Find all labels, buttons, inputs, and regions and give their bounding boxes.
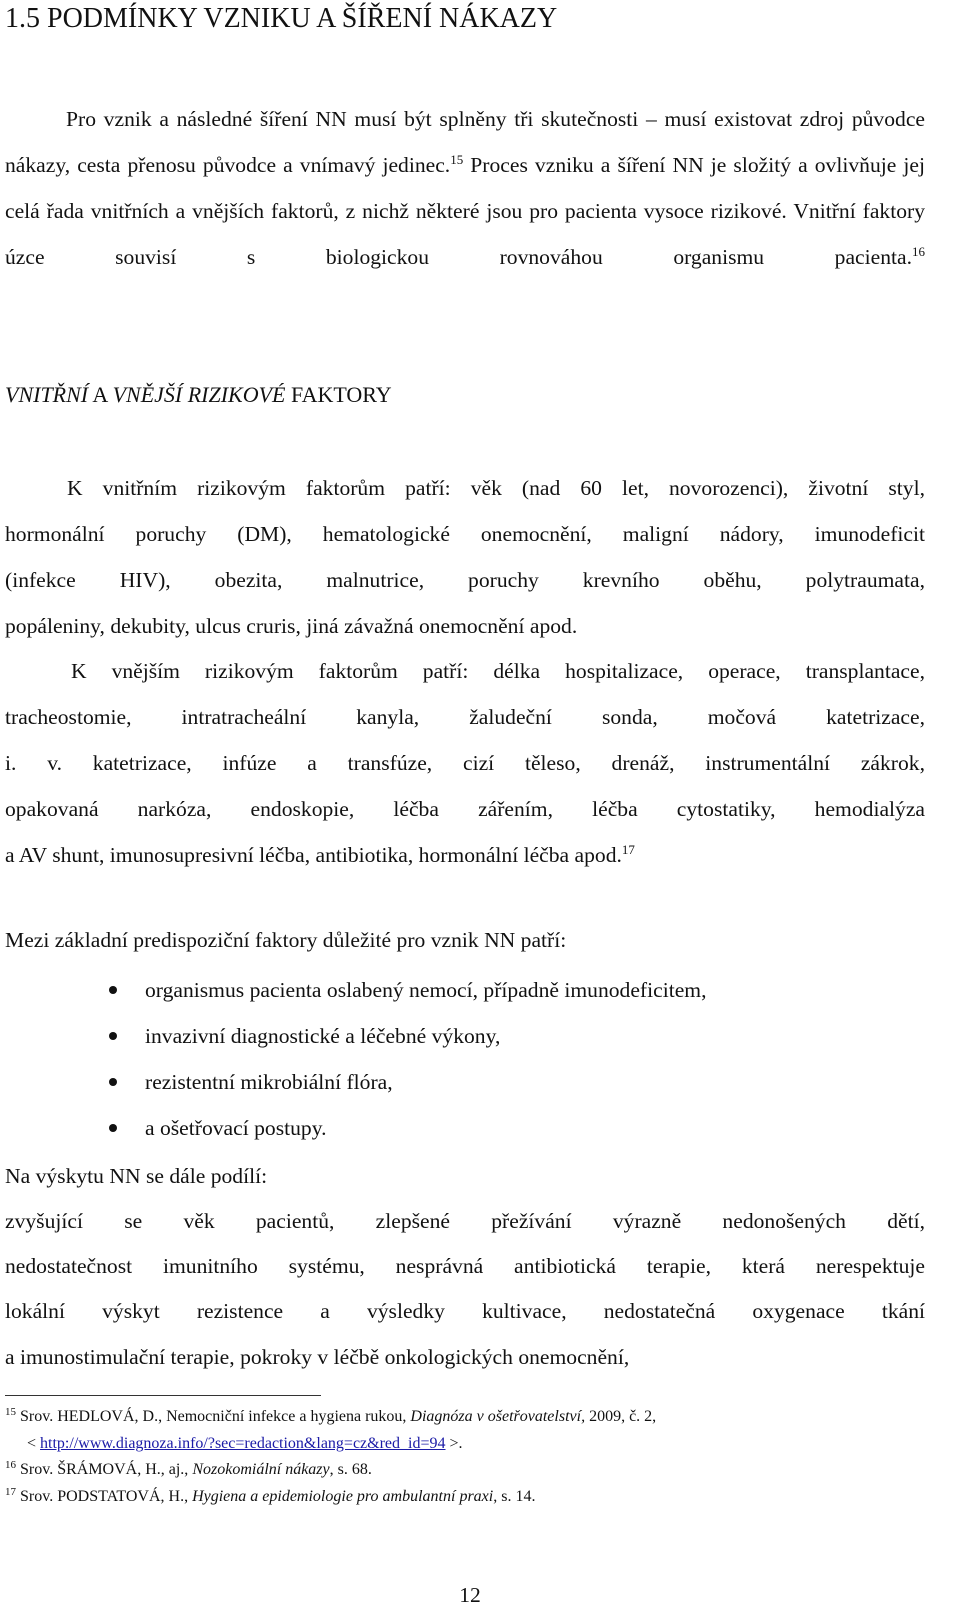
footnote-text: Srov. HEDLOVÁ, D., Nemocniční infekce a hygiena rukou, bbox=[16, 1408, 411, 1425]
list-item bbox=[5, 967, 925, 1013]
page-number: 12 bbox=[459, 1583, 481, 1607]
intro-paragraph bbox=[5, 96, 925, 280]
subheading-external: VNĚJŠÍ RIZIKOVÉ bbox=[112, 382, 286, 407]
footnote-text: Srov. ŠRÁMOVÁ, H., aj., bbox=[16, 1461, 193, 1478]
further-factors-intro: Na výskytu NN se dále podílí: bbox=[5, 1164, 268, 1188]
further-factors-line-1: zvyšující se věk pacientů, zlepšené přežívání výrazně nedonošených dětí, bbox=[5, 1209, 925, 1233]
bullet-icon bbox=[109, 986, 117, 994]
internal-factors-line-1: K vnitřním rizikovým faktorům patří: věk (nad 60 let, novorozenci), životní styl, bbox=[67, 476, 925, 500]
footnote-number: 15 bbox=[5, 1406, 16, 1418]
intro-text-2: Proces vzniku a šíření NN je složitý a ovlivňuje jej celá řada vnitřních a vnějších faktorů, z nichž některé jsou pro pacienta vysoce rizikové. Vnitřní faktory úzce souvisí s biologickou rovnováhou organismu pacienta. bbox=[5, 153, 925, 269]
external-factors-line-1: K vnějším rizikovým faktorům patří: délka hospitalizace, operace, transplantace, bbox=[71, 659, 925, 683]
footnote-ref-16[interactable]: 16 bbox=[912, 244, 925, 259]
subheading-internal: VNITŘNÍ bbox=[5, 382, 89, 407]
further-factors-line-2: nedostatečnost imunitního systému, nesprávná antibiotická terapie, která nerespektuje bbox=[5, 1254, 925, 1278]
internal-factors-line-4: popáleniny, dekubity, ulcus cruris, jiná závažná onemocnění apod. bbox=[5, 614, 578, 638]
footnote-link[interactable]: http://www.diagnoza.info/?sec=redaction&lang=cz&red_id=94 bbox=[40, 1435, 446, 1452]
footnote-16 bbox=[5, 1458, 925, 1482]
bullet-icon bbox=[109, 1078, 117, 1086]
list-item-text: organismus pacienta oslabený nemocí, případně imunodeficitem, bbox=[145, 978, 707, 1002]
footnote-number: 17 bbox=[5, 1486, 16, 1498]
section-heading: 1.5 PODMÍNKY VZNIKU A ŠÍŘENÍ NÁKAZY bbox=[5, 3, 558, 34]
further-factors-line-3: lokální výskyt rezistence a výsledky kultivace, nedostatečná oxygenace tkání bbox=[5, 1299, 925, 1323]
document-page bbox=[5, 0, 925, 1623]
list-item-text: a ošetřovací postupy. bbox=[145, 1116, 327, 1140]
intro-text-1: Pro vznik a následné šíření NN musí být splněny tři skutečnosti – musí existovat zdroj původce nákazy, cesta přenosu původce a vnímavý jedinec. bbox=[5, 107, 925, 177]
risk-factors-subheading bbox=[5, 380, 925, 410]
further-factors-line-4: a imunostimulační terapie, pokroky v léčbě onkologických onemocnění, bbox=[5, 1345, 630, 1369]
list-item bbox=[5, 1105, 925, 1151]
footnote-text: 2009, č. 2, bbox=[585, 1408, 657, 1425]
internal-factors-line-2: hormonální poruchy (DM), hematologické onemocnění, maligní nádory, imunodeficit bbox=[5, 522, 925, 546]
list-item bbox=[5, 1013, 925, 1059]
list-item bbox=[5, 1059, 925, 1105]
subheading-and: A bbox=[88, 382, 113, 407]
footnote-text: , s. 14. bbox=[493, 1488, 536, 1505]
external-factors-line-5 bbox=[5, 835, 925, 875]
bullet-icon bbox=[109, 1124, 117, 1132]
footnote-ref-15[interactable]: 15 bbox=[450, 152, 464, 167]
external-factors-text-5: a AV shunt, imunosupresivní léčba, antibiotika, hormonální léčba apod. bbox=[5, 843, 622, 867]
link-bracket-close: >. bbox=[445, 1435, 463, 1452]
footnote-text: Srov. PODSTATOVÁ, H., bbox=[16, 1488, 193, 1505]
footnote-italic: Diagnóza v ošetřovatelství, bbox=[410, 1408, 586, 1425]
list-item-text: invazivní diagnostické a léčebné výkony, bbox=[145, 1024, 501, 1048]
subheading-factors: FAKTORY bbox=[285, 382, 392, 407]
footnote-15 bbox=[5, 1405, 925, 1429]
external-factors-line-3: i. v. katetrizace, infúze a transfúze, cizí těleso, drenáž, instrumentální zákrok, bbox=[5, 751, 925, 775]
footnote-number: 16 bbox=[5, 1459, 16, 1471]
predisposing-intro: Mezi základní predispoziční faktory důležité pro vznik NN patří: bbox=[5, 928, 567, 952]
footnote-ref-17[interactable]: 17 bbox=[621, 842, 635, 857]
link-bracket-open: < bbox=[27, 1435, 41, 1452]
external-factors-line-4: opakovaná narkóza, endoskopie, léčba zářením, léčba cytostatiky, hemodialýza bbox=[5, 797, 925, 821]
footnote-italic: Hygiena a epidemiologie pro ambulantní praxi bbox=[192, 1488, 494, 1505]
bullet-icon bbox=[109, 1032, 117, 1040]
footnote-text: , s. 68. bbox=[329, 1461, 372, 1478]
list-item-text: rezistentní mikrobiální flóra, bbox=[145, 1070, 393, 1094]
footnote-separator bbox=[5, 1395, 321, 1396]
footnote-italic: Nozokomiální nákazy bbox=[192, 1461, 330, 1478]
predisposing-factors-list bbox=[5, 967, 925, 1151]
footnote-17 bbox=[5, 1485, 925, 1509]
external-factors-line-2: tracheostomie, intratracheální kanyla, žaludeční sonda, močová katetrizace, bbox=[5, 705, 925, 729]
internal-factors-line-3: (infekce HIV), obezita, malnutrice, poruchy krevního oběhu, polytraumata, bbox=[5, 568, 925, 592]
footnote-15-link-line bbox=[27, 1432, 925, 1456]
